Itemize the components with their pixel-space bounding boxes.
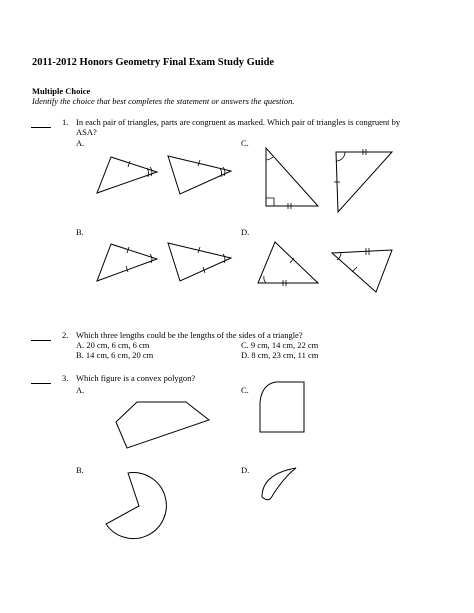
instructions: Identify the choice that best completes the statement or answers the question.: [32, 96, 295, 106]
question-1-choice-b[interactable]: B.: [76, 227, 84, 237]
question-1-choice-a[interactable]: A.: [76, 138, 85, 148]
question-3-text: Which figure is a convex polygon?: [76, 373, 196, 383]
section-heading: Multiple Choice: [32, 86, 91, 96]
question-2-choice-d[interactable]: D. 8 cm, 23 cm, 11 cm: [241, 350, 319, 360]
q3-figure-c: [260, 382, 304, 432]
page-title: 2011-2012 Honors Geometry Final Exam Study Guide: [32, 57, 275, 68]
question-2-text: Which three lengths could be the lengths of the sides of a triangle?: [76, 330, 303, 340]
question-3-number: 3.: [62, 373, 69, 383]
question-1-choice-d[interactable]: D.: [241, 227, 250, 237]
question-3-choice-c[interactable]: C.: [241, 385, 249, 395]
question-3-choice-a[interactable]: A.: [76, 385, 85, 395]
q3-figure-b: [106, 473, 166, 539]
q1-figure-d: [258, 242, 392, 292]
q1-figure-a: [97, 156, 231, 194]
q1-figure-c: [266, 148, 392, 212]
question-1-choice-c[interactable]: C.: [241, 138, 249, 148]
q3-figure-d: [262, 468, 296, 500]
question-1-text-line2: ASA?: [76, 127, 97, 137]
question-3-choice-d[interactable]: D.: [241, 465, 250, 475]
question-1-text-line1: In each pair of triangles, parts are congruent as marked. Which pair of triangles is congruent by: [76, 117, 401, 127]
question-2-choice-b[interactable]: B. 14 cm, 6 cm, 20 cm: [76, 350, 154, 360]
question-1-number: 1.: [62, 117, 69, 127]
question-2-choice-a[interactable]: A. 20 cm, 6 cm, 6 cm: [76, 340, 150, 350]
question-3-choice-b[interactable]: B.: [76, 465, 84, 475]
question-2-number: 2.: [62, 330, 69, 340]
q1-figure-b: [97, 243, 231, 281]
q3-figure-a: [116, 402, 209, 448]
question-2-choice-c[interactable]: C. 9 cm, 14 cm, 22 cm: [241, 340, 319, 350]
